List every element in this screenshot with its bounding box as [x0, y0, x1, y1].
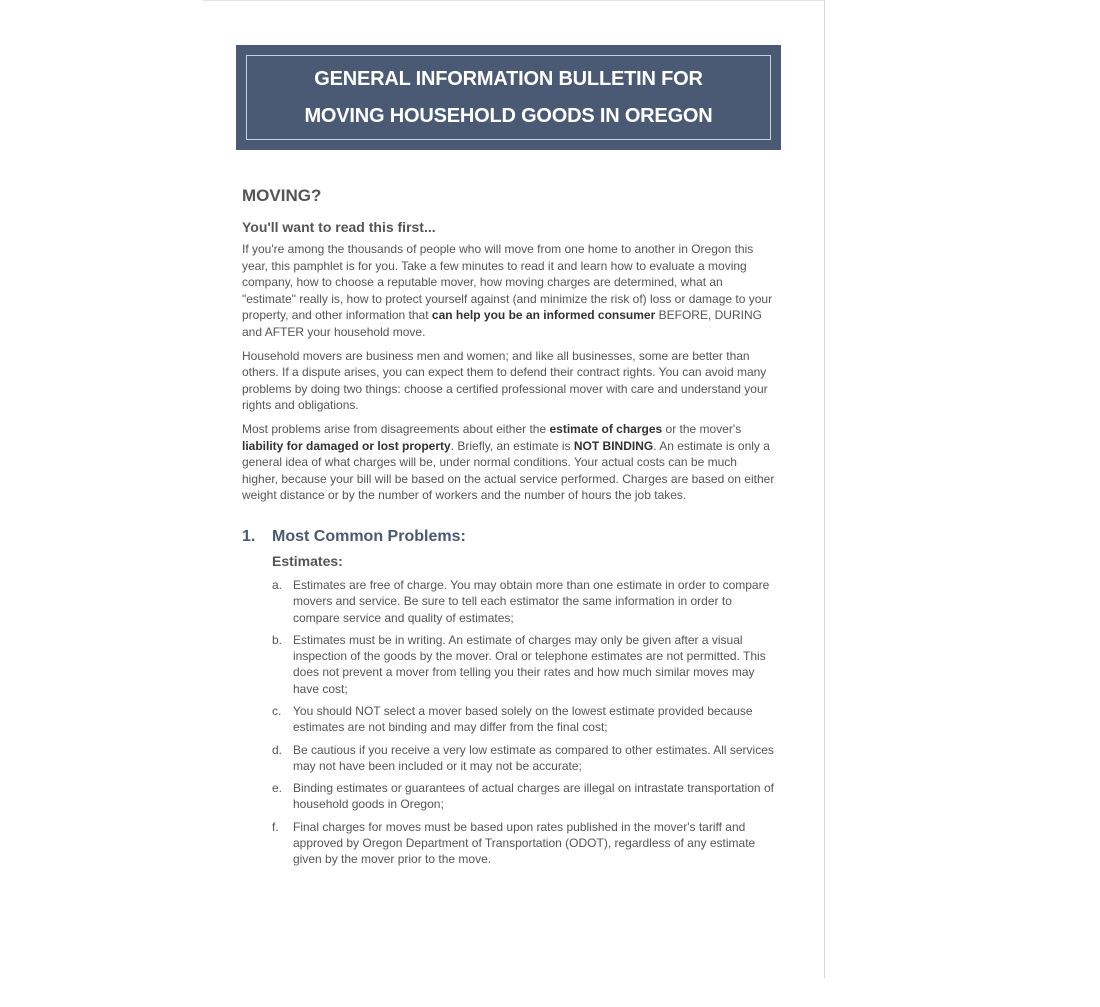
list-item [272, 819, 776, 868]
p1-bold: can help you be an informed consumer [431, 308, 656, 323]
p1-text-a: If you're among the thousands of people who will move from one home to another in Oregon this year, this pamphlet is for you. Take a few minutes to read it and learn how to evaluate a moving company, how to choose a reputable mover, how moving charges are determined, what an "estimate" really is, how to protect yourself against (and minimize the risk of) loss or damage to your property, and other information that [242, 242, 773, 323]
list-item-text: You should NOT select a mover based solely on the lowest estimate provided because estimates are not binding and may differ from the final cost; [293, 703, 753, 735]
p3-text-a: Most problems arise from disagreements about either the [242, 421, 550, 436]
list-item [272, 742, 776, 775]
list-item-text: Final charges for moves must be based upon rates published in the mover's tariff and approved by Oregon Department of Transportation (ODOT), regardless of any estimate given by the mover prior to the move. [293, 819, 756, 867]
list-marker: e. [272, 781, 283, 796]
section-1-subtitle: Estimates: [272, 552, 343, 569]
p3-text-d: . An estimate is only a general idea of what charges will be, under normal conditions. Your actual costs can be much higher, because your bill will be based on the actual service performed. Charges are based on either weight distance or by the number of workers and the number of hours the job takes. [242, 438, 775, 503]
intro-subheading: You'll want to read this first... [242, 219, 436, 235]
title-banner-frame [246, 55, 771, 140]
list-marker: d. [272, 742, 283, 757]
list-item-text: Estimates are free of charge. You may obtain more than one estimate in order to compare movers and service. Be sure to tell each estimator the same information in order to compare service and quality of estimates; [293, 577, 770, 625]
banner-title-line-1: GENERAL INFORMATION BULLETIN FOR [314, 67, 703, 90]
p3-bold-liability: liability for damaged or lost property [242, 438, 451, 453]
list-marker: c. [272, 703, 282, 718]
estimates-list [272, 577, 776, 868]
intro-paragraph-1 [242, 241, 776, 341]
document-page [203, 0, 825, 978]
p3-bold-not-binding: NOT BINDING [573, 438, 654, 453]
banner-title-line-2: MOVING HOUSEHOLD GOODS IN OREGON [304, 104, 713, 127]
document-body [242, 183, 776, 874]
list-item-text: Be cautious if you receive a very low estimate as compared to other estimates. All services may not have been included or it may not be accurate; [293, 742, 774, 773]
list-marker: f. [272, 819, 279, 834]
list-item [272, 577, 776, 626]
list-item [272, 703, 776, 736]
intro-paragraph-2: Household movers are business men and women; and like all businesses, some are better than others. If a dispute arises, you can expect them to defend their contract rights. You can avoid many problems by doing two things: choose a certified professional mover with care and understand your rights and obligations. [242, 348, 768, 413]
list-item-text: Estimates must be in writing. An estimate of charges may only be given after a visual inspection of the goods by the mover. Oral or telephone estimates are not permitted. This does not prevent a mover from telling you their rates and how much similar moves may have cost; [293, 632, 766, 696]
section-1-title: Most Common Problems: [272, 527, 466, 545]
title-banner [236, 45, 781, 150]
p3-text-c: . Briefly, an estimate is [450, 438, 574, 453]
section-1-number: 1. [242, 527, 256, 545]
p3-text-b: or the mover's [662, 421, 742, 436]
intro-paragraph-3 [242, 421, 776, 504]
list-item [272, 632, 776, 697]
list-marker: b. [272, 632, 283, 647]
section-1-heading [242, 526, 776, 548]
list-item [272, 780, 776, 813]
intro-heading: MOVING? [242, 186, 322, 205]
list-marker: a. [272, 577, 283, 592]
p3-bold-estimate: estimate of charges [549, 421, 663, 436]
p1-text-b: BEFORE, DURING and AFTER your household move. [242, 308, 762, 339]
list-item-text: Binding estimates or guarantees of actual charges are illegal on intrastate transportation of household goods in Oregon; [293, 781, 774, 812]
